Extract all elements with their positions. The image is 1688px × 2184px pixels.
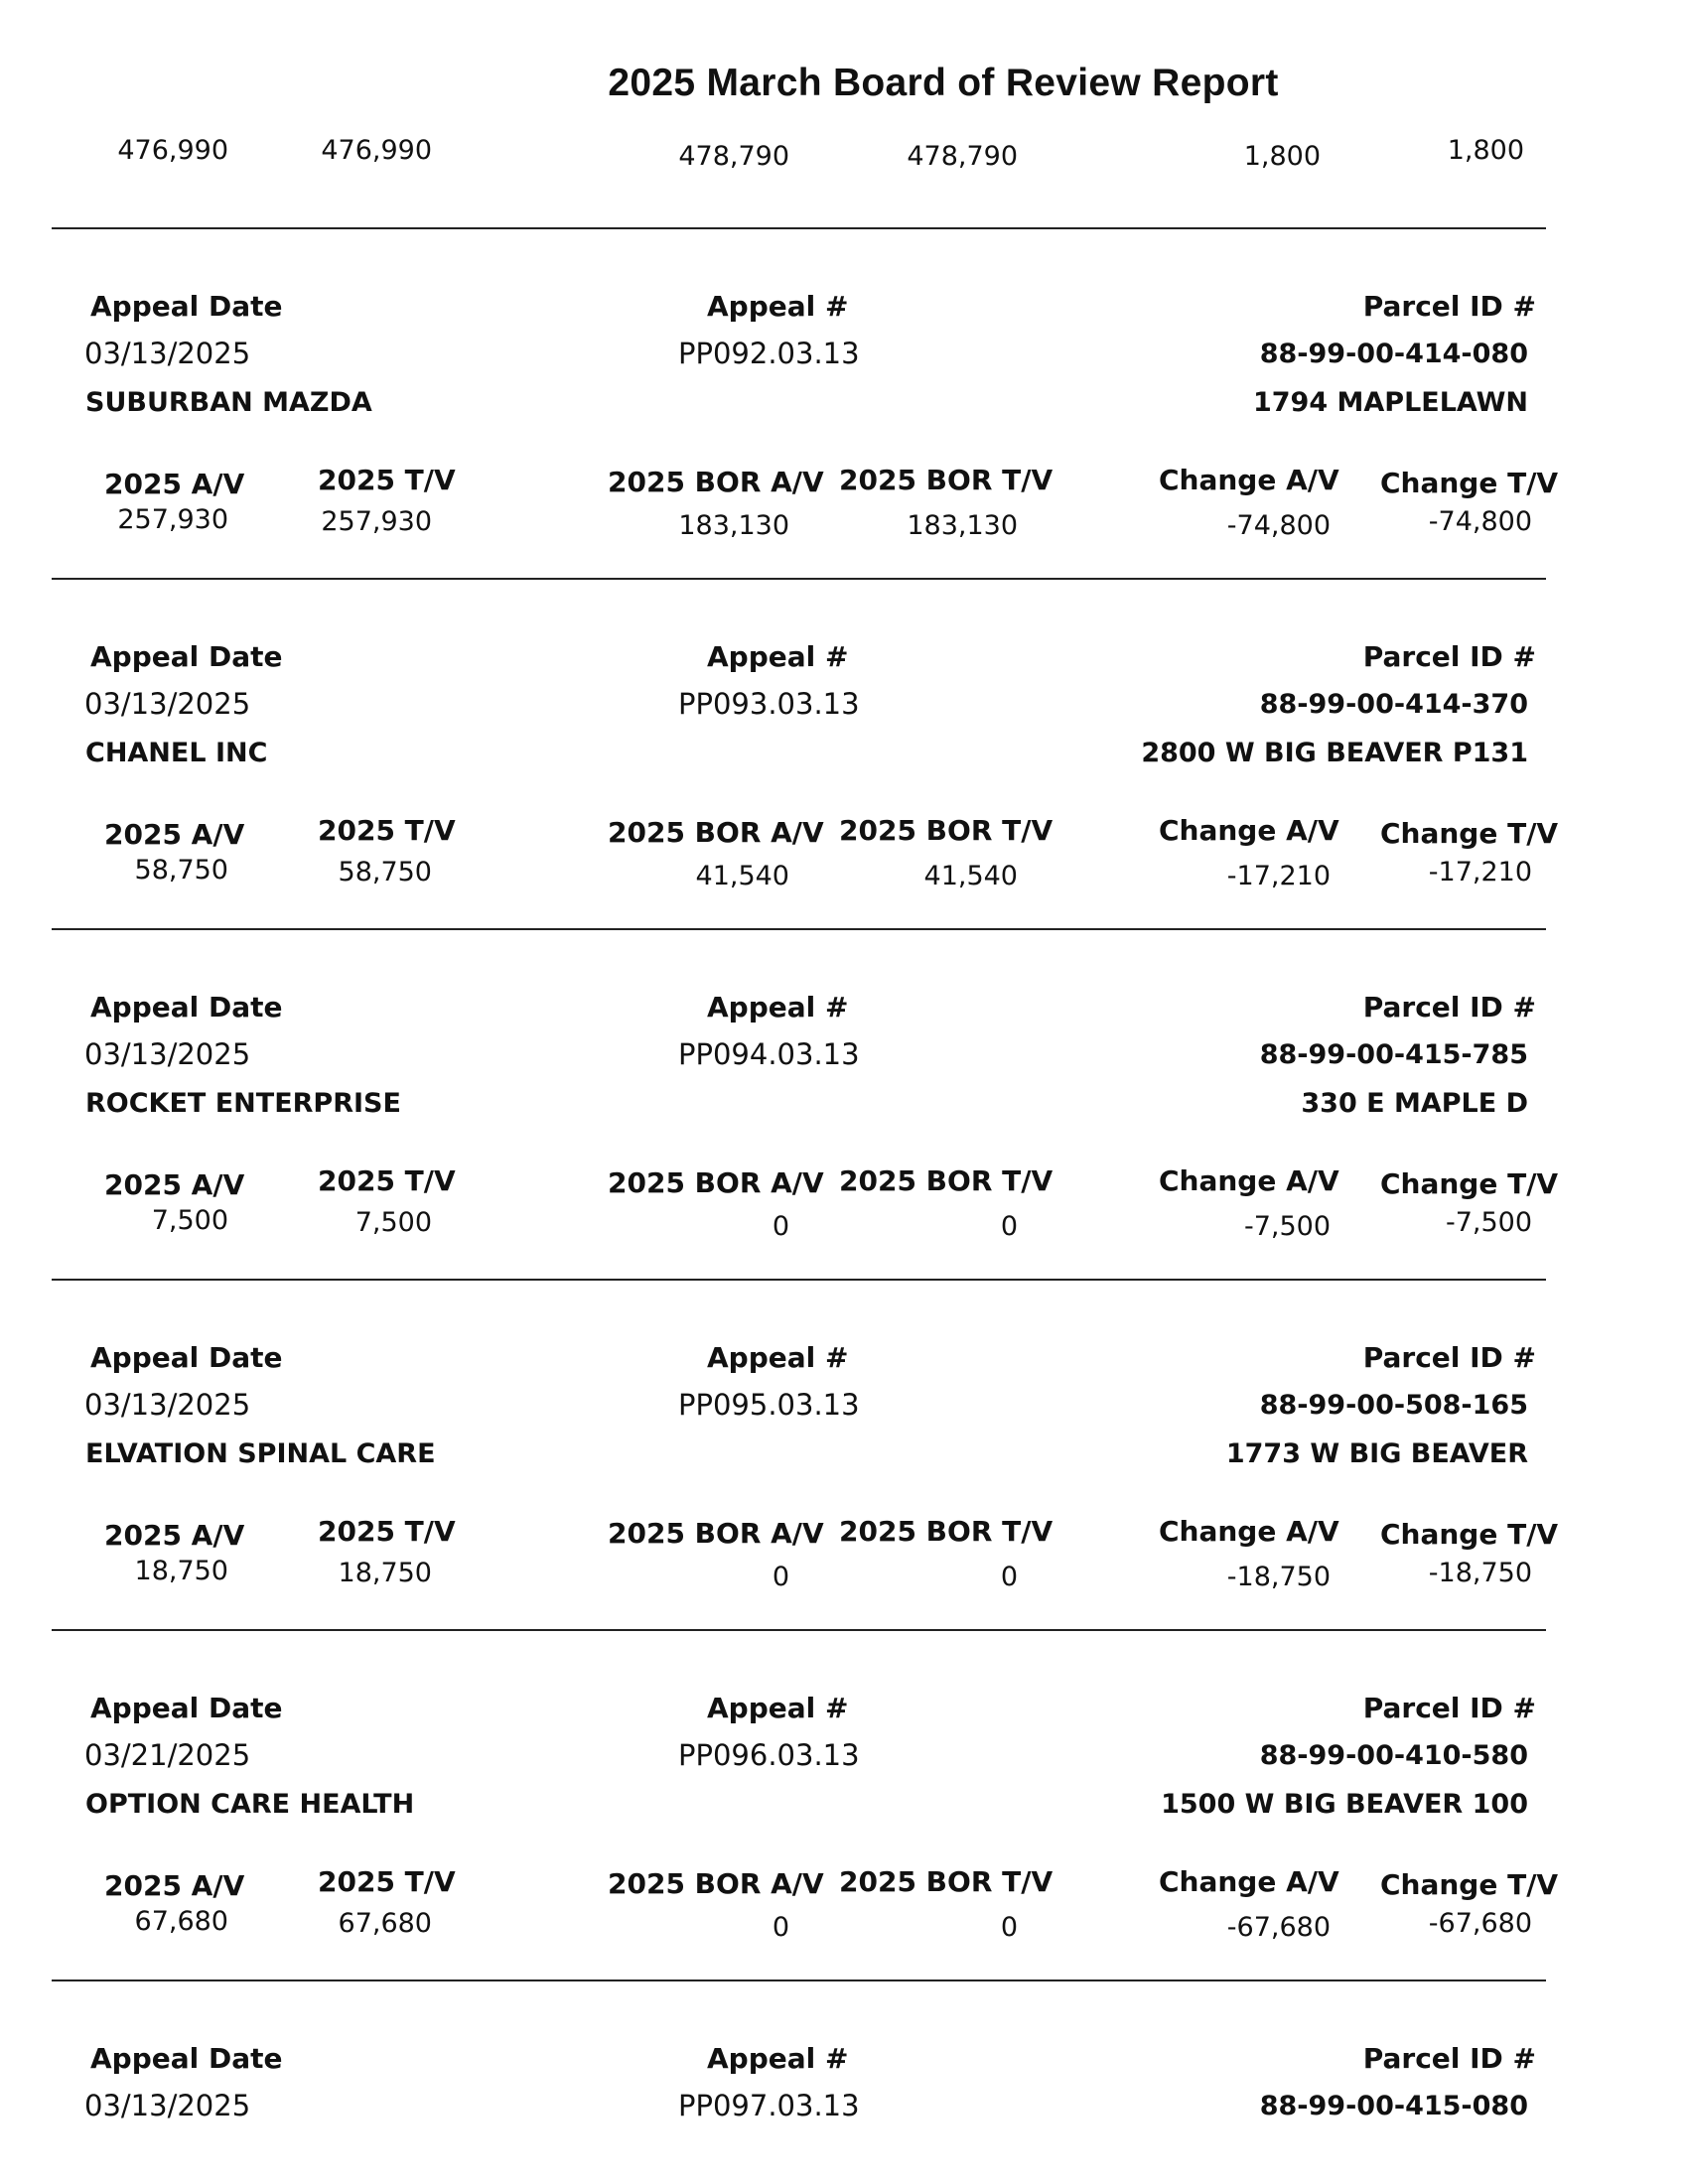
appeal-record — [0, 250, 1688, 598]
tv-header: 2025 T/V — [318, 814, 456, 847]
bor-av-header: 2025 BOR A/V — [608, 816, 824, 849]
bor-av-header: 2025 BOR A/V — [608, 1517, 824, 1550]
appeal-record — [0, 2002, 1688, 2184]
appeal-date-label: Appeal Date — [90, 640, 283, 673]
owner-name: ROCKET ENTERPRISE — [85, 1088, 401, 1119]
bor-av-header: 2025 BOR A/V — [608, 1166, 824, 1199]
divider — [52, 578, 1546, 580]
bor-av-value: 41,540 — [695, 861, 789, 891]
change-tv-header: Change T/V — [1380, 1868, 1559, 1901]
appeal-date-label: Appeal Date — [90, 991, 283, 1024]
parcel-id-label: Parcel ID # — [1362, 640, 1536, 673]
owner-name: SUBURBAN MAZDA — [85, 387, 372, 418]
property-address: 1773 W BIG BEAVER — [1225, 1438, 1528, 1469]
property-address: 1500 W BIG BEAVER 100 — [1161, 1789, 1528, 1820]
av-value: 7,500 — [151, 1205, 228, 1236]
change-tv-value: -17,210 — [1428, 857, 1532, 887]
av-header: 2025 A/V — [104, 1168, 245, 1201]
change-tv-header: Change T/V — [1380, 1518, 1559, 1551]
change-av-header: Change A/V — [1159, 1164, 1339, 1197]
av-header: 2025 A/V — [104, 1869, 245, 1902]
change-tv-value: -18,750 — [1428, 1558, 1532, 1588]
property-address: 2800 W BIG BEAVER P131 — [1141, 738, 1528, 768]
change-av-header: Change A/V — [1159, 464, 1339, 496]
bor-av-value: 183,130 — [678, 510, 789, 541]
appeal-number-label: Appeal # — [707, 991, 849, 1024]
av-value: 58,750 — [134, 855, 228, 886]
parcel-id-label: Parcel ID # — [1362, 991, 1536, 1024]
appeal-number-label: Appeal # — [707, 2042, 849, 2075]
bor-tv-header: 2025 BOR T/V — [839, 1164, 1054, 1197]
appeal-date-label: Appeal Date — [90, 2042, 283, 2075]
change-tv-value: -7,500 — [1445, 1207, 1532, 1238]
parcel-id-label: Parcel ID # — [1362, 290, 1536, 323]
bor-av-value: 0 — [772, 1562, 789, 1592]
appeal-date-label: Appeal Date — [90, 1692, 283, 1724]
change-av-value: -74,800 — [1226, 510, 1331, 541]
appeal-record — [0, 601, 1688, 948]
appeal-date: 03/13/2025 — [84, 687, 251, 721]
av-header: 2025 A/V — [104, 468, 245, 500]
appeal-number: PP094.03.13 — [678, 1037, 860, 1071]
parcel-id: 88-99-00-415-080 — [1259, 2091, 1528, 2121]
total-bor-av: 478,790 — [678, 141, 789, 172]
change-av-value: -67,680 — [1226, 1912, 1331, 1943]
total-tv: 476,990 — [321, 135, 432, 166]
divider — [52, 1629, 1546, 1631]
tv-value: 67,680 — [338, 1908, 432, 1939]
tv-value: 18,750 — [338, 1558, 432, 1588]
owner-name: CHANEL INC — [85, 738, 268, 768]
bor-av-value: 0 — [772, 1912, 789, 1943]
change-av-header: Change A/V — [1159, 1515, 1339, 1548]
appeal-record — [0, 1652, 1688, 1999]
change-av-header: Change A/V — [1159, 1865, 1339, 1898]
bor-tv-value: 183,130 — [907, 510, 1018, 541]
bor-av-header: 2025 BOR A/V — [608, 466, 824, 498]
divider — [52, 227, 1546, 229]
parcel-id: 88-99-00-415-785 — [1259, 1039, 1528, 1070]
parcel-id: 88-99-00-414-080 — [1259, 339, 1528, 369]
appeal-date-label: Appeal Date — [90, 1341, 283, 1374]
parcel-id: 88-99-00-508-165 — [1259, 1390, 1528, 1421]
owner-name: OPTION CARE HEALTH — [85, 1789, 415, 1820]
tv-header: 2025 T/V — [318, 464, 456, 496]
bor-tv-header: 2025 BOR T/V — [839, 464, 1054, 496]
change-av-header: Change A/V — [1159, 814, 1339, 847]
tv-value: 7,500 — [354, 1207, 432, 1238]
appeal-date: 03/21/2025 — [84, 1738, 251, 1772]
change-tv-header: Change T/V — [1380, 467, 1559, 499]
tv-value: 257,930 — [321, 506, 432, 537]
parcel-id-label: Parcel ID # — [1362, 1692, 1536, 1724]
parcel-id-label: Parcel ID # — [1362, 1341, 1536, 1374]
tv-value: 58,750 — [338, 857, 432, 887]
appeal-date: 03/13/2025 — [84, 2089, 251, 2122]
appeal-number-label: Appeal # — [707, 640, 849, 673]
parcel-id-label: Parcel ID # — [1362, 2042, 1536, 2075]
bor-tv-value: 0 — [1000, 1562, 1018, 1592]
total-bor-tv: 478,790 — [907, 141, 1018, 172]
appeal-date: 03/13/2025 — [84, 1388, 251, 1422]
bor-tv-header: 2025 BOR T/V — [839, 1515, 1054, 1548]
appeal-number-label: Appeal # — [707, 1341, 849, 1374]
change-tv-header: Change T/V — [1380, 817, 1559, 850]
tv-header: 2025 T/V — [318, 1515, 456, 1548]
tv-header: 2025 T/V — [318, 1865, 456, 1898]
appeal-date-label: Appeal Date — [90, 290, 283, 323]
change-tv-value: -67,680 — [1428, 1908, 1532, 1939]
change-tv-value: -74,800 — [1428, 506, 1532, 537]
total-change-av: 1,800 — [1243, 141, 1321, 172]
total-change-tv: 1,800 — [1447, 135, 1524, 166]
total-av: 476,990 — [117, 135, 228, 166]
divider — [52, 1979, 1546, 1981]
bor-tv-value: 0 — [1000, 1211, 1018, 1242]
divider — [52, 928, 1546, 930]
appeal-record — [0, 1301, 1688, 1649]
av-value: 18,750 — [134, 1556, 228, 1586]
bor-tv-value: 0 — [1000, 1912, 1018, 1943]
divider — [52, 1279, 1546, 1281]
appeal-number: PP093.03.13 — [678, 687, 860, 721]
tv-header: 2025 T/V — [318, 1164, 456, 1197]
appeal-number: PP096.03.13 — [678, 1738, 860, 1772]
property-address: 1794 MAPLELAWN — [1252, 387, 1528, 418]
change-av-value: -7,500 — [1243, 1211, 1331, 1242]
bor-tv-header: 2025 BOR T/V — [839, 814, 1054, 847]
parcel-id: 88-99-00-414-370 — [1259, 689, 1528, 720]
appeal-number-label: Appeal # — [707, 290, 849, 323]
appeal-number-label: Appeal # — [707, 1692, 849, 1724]
bor-tv-header: 2025 BOR T/V — [839, 1865, 1054, 1898]
appeal-number: PP095.03.13 — [678, 1388, 860, 1422]
parcel-id: 88-99-00-410-580 — [1259, 1740, 1528, 1771]
owner-name: ELVATION SPINAL CARE — [85, 1438, 436, 1469]
bor-av-header: 2025 BOR A/V — [608, 1867, 824, 1900]
bor-av-value: 0 — [772, 1211, 789, 1242]
bor-tv-value: 41,540 — [923, 861, 1018, 891]
property-address: 330 E MAPLE D — [1301, 1088, 1528, 1119]
appeal-number: PP092.03.13 — [678, 337, 860, 370]
av-header: 2025 A/V — [104, 818, 245, 851]
change-av-value: -17,210 — [1226, 861, 1331, 891]
appeal-date: 03/13/2025 — [84, 337, 251, 370]
av-value: 257,930 — [117, 504, 228, 535]
av-header: 2025 A/V — [104, 1519, 245, 1552]
appeal-number: PP097.03.13 — [678, 2089, 860, 2122]
report-title: 2025 March Board of Review Report — [608, 62, 1279, 104]
change-tv-header: Change T/V — [1380, 1167, 1559, 1200]
av-value: 67,680 — [134, 1906, 228, 1937]
appeal-date: 03/13/2025 — [84, 1037, 251, 1071]
change-av-value: -18,750 — [1226, 1562, 1331, 1592]
appeal-record — [0, 951, 1688, 1298]
